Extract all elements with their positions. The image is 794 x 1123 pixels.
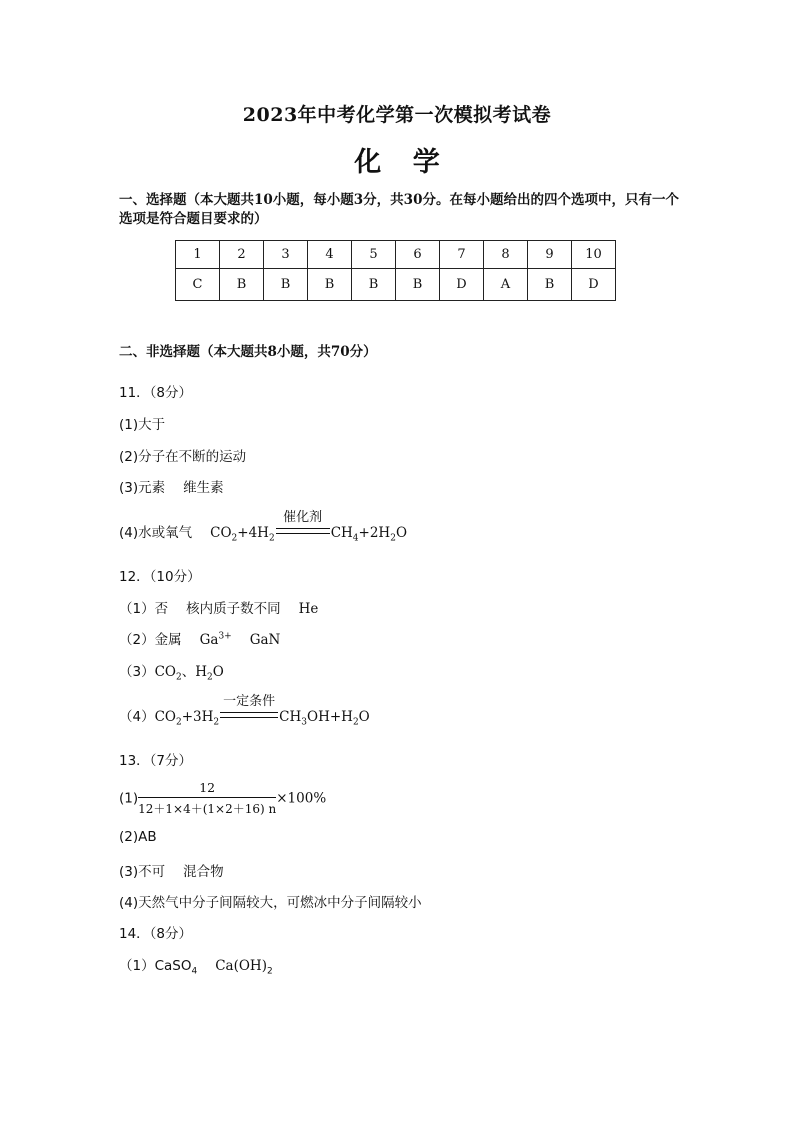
double-line-arrow xyxy=(276,528,330,534)
q11-equation: $CO_2+4H_2$ 催化剂 $CH_4+2H_2O$ xyxy=(210,525,407,541)
q12-answer-3-formula: $CO_2$、$H_2O$ xyxy=(154,664,224,683)
answer-cell: B xyxy=(308,269,352,301)
answer-cell: B xyxy=(528,269,572,301)
answer-table-answer-row xyxy=(176,269,616,301)
mass-fraction xyxy=(138,780,276,817)
q13-answer-3-part-a: (3)不可 xyxy=(119,864,166,880)
q13-answer-1-label: (1) xyxy=(119,790,139,807)
q11-answer-3-part-a: (3)元素 xyxy=(119,480,166,496)
q11-answer-4-part-a: (4)水或氧气 xyxy=(119,525,193,541)
q14-title: 14．（8分） xyxy=(119,926,193,942)
percent-factor: ×100% xyxy=(276,790,327,807)
q12-answer-1-part-a: （1）否 xyxy=(119,601,169,617)
q11-title: 11．（8分） xyxy=(119,385,193,401)
q12-answer-1 xyxy=(119,597,318,617)
section2-heading: 二、非选择题（本大题共8小题，共70分） xyxy=(119,344,377,360)
question-number: 2 xyxy=(220,241,264,269)
question-number: 4 xyxy=(308,241,352,269)
question-number: 5 xyxy=(352,241,396,269)
gallium-ion: $Ga^{3+}$ xyxy=(199,631,232,648)
question-number: 8 xyxy=(484,241,528,269)
q13-answer-3 xyxy=(119,860,224,880)
answer-cell: B xyxy=(264,269,308,301)
question-number: 6 xyxy=(396,241,440,269)
answer-table-number-row xyxy=(176,241,616,269)
answer-cell: D xyxy=(572,269,616,301)
fraction-denominator: 12＋1×4＋(1×2＋16) n xyxy=(138,802,277,816)
q11-answer-2: (2)分子在不断的运动 xyxy=(119,449,247,465)
q11-answer-3-part-b: 维生素 xyxy=(183,480,224,496)
q13-answer-1 xyxy=(119,780,326,817)
q12-answer-2-part-a: （2）金属 xyxy=(119,632,182,648)
q12-title: 12．（10分） xyxy=(119,569,201,585)
section1-heading: 一、选择题（本大题共10小题，每小题3分，共30分。在每小题给出的四个选项中，只有一个选项是符合题目要求的） xyxy=(119,192,679,227)
double-line-arrow xyxy=(220,712,278,718)
q11-answer-3 xyxy=(119,476,224,496)
answer-cell: C xyxy=(176,269,220,301)
question-number: 7 xyxy=(440,241,484,269)
q13-title: 13．（7分） xyxy=(119,753,193,769)
reaction-condition xyxy=(276,510,330,541)
q12-answer-3 xyxy=(119,660,224,683)
q12-answer-1-part-c: He xyxy=(298,601,319,617)
question-number: 9 xyxy=(528,241,572,269)
q13-answer-2: (2)AB xyxy=(119,829,157,845)
exam-title: 2023年中考化学第一次模拟考试卷 xyxy=(242,104,552,126)
answer-cell: D xyxy=(440,269,484,301)
reaction-condition xyxy=(220,694,278,725)
q12-answer-2 xyxy=(119,628,280,648)
q13-answer-4: (4)天然气中分子间隔较大，可燃冰中分子间隔较小 xyxy=(119,895,422,911)
fraction-numerator: 12 xyxy=(138,780,276,798)
q12-answer-4-label: （4） xyxy=(119,709,155,725)
q12-answer-2-part-c: GaN xyxy=(249,632,281,648)
question-number: 10 xyxy=(572,241,616,269)
answer-cell: A xyxy=(484,269,528,301)
answer-cell: B xyxy=(352,269,396,301)
condition-label: 催化剂 xyxy=(283,510,323,525)
question-number: 3 xyxy=(264,241,308,269)
q12-answer-1-part-b: 核内质子数不同 xyxy=(186,601,281,617)
q11-answer-1: (1)大于 xyxy=(119,417,166,433)
answer-table xyxy=(175,240,616,301)
answer-cell: B xyxy=(396,269,440,301)
subject-heading: 化 学 xyxy=(354,147,440,178)
q13-answer-3-part-b: 混合物 xyxy=(183,864,224,880)
q14-answer-1-part-b: Ca(OH) xyxy=(215,958,267,974)
q12-answer-4 xyxy=(119,694,370,728)
question-number: 1 xyxy=(176,241,220,269)
condition-label: 一定条件 xyxy=(223,694,276,709)
answer-cell: B xyxy=(220,269,264,301)
q11-answer-4 xyxy=(119,510,408,544)
q14-answer-1-part-a: （1）CaSO xyxy=(119,958,192,974)
q12-equation: $CO_2+3H_2$ 一定条件 $CH_3OH+H_2O$ xyxy=(155,709,370,725)
q14-answer-1: （1）CaSO$_4$ $Ca(OH)_2$ xyxy=(119,958,273,977)
q12-answer-3-label: （3） xyxy=(119,664,155,680)
